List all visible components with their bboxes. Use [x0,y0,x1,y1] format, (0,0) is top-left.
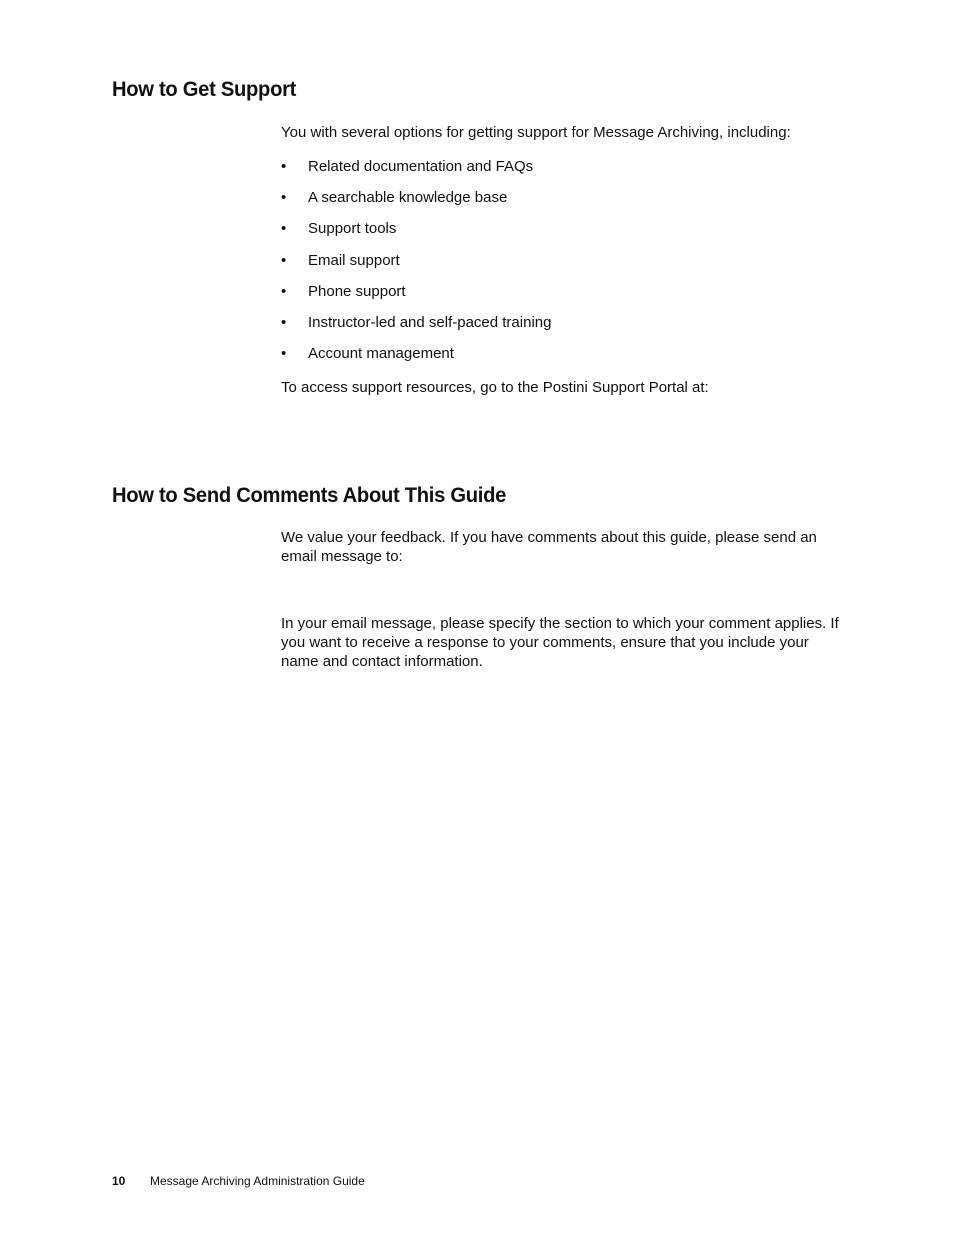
document-title: Message Archiving Administration Guide [150,1174,365,1188]
list-item [281,313,841,344]
bullet-icon: • [281,313,287,331]
list-item-text: Phone support [308,282,406,300]
list-item [281,251,841,282]
list-item-text: Support tools [308,220,397,238]
support-intro: You with several options for getting support for Message Archiving, including: [281,124,791,141]
support-options-list [281,157,841,375]
list-item [281,282,841,313]
list-item-text: Email support [308,251,400,269]
list-item [281,157,841,188]
list-item-text: Related documentation and FAQs [308,158,534,175]
comments-heading: How to Send Comments About This Guide [112,484,507,507]
page-number: 10 [112,1174,126,1188]
bullet-icon: • [281,282,287,300]
support-heading: How to Get Support [112,78,297,101]
list-item-text: Account management [308,345,454,363]
list-item-text: A searchable knowledge base [308,189,508,207]
list-item [281,188,841,219]
list-item [281,344,841,375]
bullet-icon: • [281,158,287,175]
page-footer [112,1174,365,1189]
comments-instructions-text: In your email message, please specify the section to which your comment applies. If you want to receive a response to your comments, ensure that you include your name and contact information. [281,615,839,670]
list-item-text: Instructor-led and self-paced training [308,313,552,331]
support-access-text: To access support resources, go to the Postini Support Portal at: [281,379,709,396]
comments-feedback-text: We value your feedback. If you have comments about this guide, please send an email message to: [281,529,817,565]
bullet-icon: • [281,345,287,363]
bullet-icon: • [281,189,287,207]
list-item [281,219,841,250]
bullet-icon: • [281,251,287,269]
bullet-icon: • [281,220,287,238]
